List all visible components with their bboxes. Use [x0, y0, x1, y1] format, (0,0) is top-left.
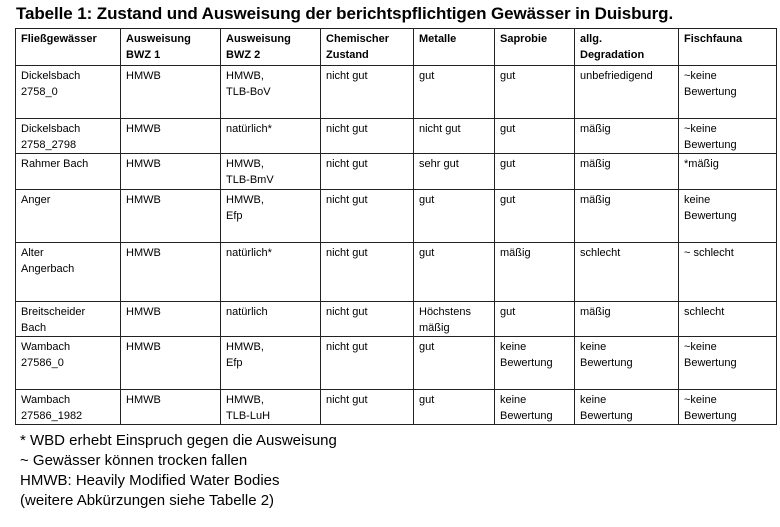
footnote-line: HMWB: Heavily Modified Water Bodies — [20, 472, 280, 489]
cell-text-line: Dickelsbach — [21, 70, 81, 82]
cell-text-line: keine — [500, 341, 527, 353]
cell-text-line: gut — [500, 194, 516, 206]
header-metalle — [414, 29, 495, 66]
cell-text-line: mäßig — [419, 322, 450, 334]
table-cell — [414, 302, 495, 337]
cell-text-line: HMWB, — [226, 158, 264, 170]
water-status-table — [15, 28, 777, 425]
cell-text-line: nicht gut — [326, 341, 368, 353]
table-cell — [679, 302, 777, 337]
table-cell — [679, 190, 777, 243]
table-cell — [575, 243, 679, 302]
cell-text-line: unbefriedigend — [580, 70, 653, 82]
table-cell — [16, 66, 121, 119]
cell-text-line: Bewertung — [580, 410, 633, 422]
cell-text-line: Alter — [21, 247, 44, 259]
cell-text-line: gut — [419, 394, 435, 406]
table-cell — [321, 154, 414, 190]
table-row — [16, 66, 777, 119]
cell-text-line: nicht gut — [326, 70, 368, 82]
cell-text-line: nicht gut — [326, 247, 368, 259]
header-fischfauna — [679, 29, 777, 66]
table-cell — [575, 390, 679, 425]
table-cell — [679, 154, 777, 190]
table-cell — [575, 302, 679, 337]
table-cell — [495, 302, 575, 337]
header-degradation — [575, 29, 679, 66]
table-cell — [414, 154, 495, 190]
table-cell — [121, 190, 221, 243]
table-cell — [414, 119, 495, 154]
table-row — [16, 190, 777, 243]
cell-text-line: ~keine — [684, 394, 717, 406]
table-row — [16, 302, 777, 337]
table-cell — [16, 390, 121, 425]
cell-text-line: Bewertung — [500, 357, 553, 369]
header-saprobie — [495, 29, 575, 66]
cell-text-line: mäßig — [580, 194, 611, 206]
table-row — [16, 243, 777, 302]
cell-text-line: nicht gut — [326, 194, 368, 206]
header-text-line: Fischfauna — [684, 33, 743, 45]
cell-text-line: Bewertung — [684, 86, 737, 98]
table-cell — [16, 302, 121, 337]
cell-text-line: HMWB — [126, 306, 161, 318]
table-cell — [221, 243, 321, 302]
table-cell — [414, 190, 495, 243]
table-title: Tabelle 1: Zustand und Ausweisung der berichtspflichtigen Gewässer in Duisburg. — [16, 4, 674, 23]
cell-text-line: sehr gut — [419, 158, 459, 170]
cell-text-line: Bewertung — [500, 410, 553, 422]
table-body — [16, 66, 777, 425]
cell-text-line: HMWB — [126, 123, 161, 135]
cell-text-line: Dickelsbach — [21, 123, 81, 135]
cell-text-line: ~keine — [684, 123, 717, 135]
table-cell — [414, 66, 495, 119]
cell-text-line: schlecht — [580, 247, 621, 259]
header-text-line: Chemischer — [326, 33, 389, 45]
cell-text-line: HMWB, — [226, 70, 264, 82]
cell-text-line: gut — [419, 341, 435, 353]
cell-text-line: Höchstens — [419, 306, 471, 318]
footnote-line: * WBD erhebt Einspruch gegen die Ausweisung — [20, 432, 337, 449]
table-cell — [221, 119, 321, 154]
table-cell — [679, 337, 777, 390]
cell-text-line: ~keine — [684, 70, 717, 82]
table-cell — [679, 243, 777, 302]
table-cell — [16, 190, 121, 243]
table-cell — [321, 243, 414, 302]
cell-text-line: HMWB — [126, 194, 161, 206]
header-fliessgewaesser — [16, 29, 121, 66]
cell-text-line: ~keine — [684, 341, 717, 353]
table-cell — [321, 337, 414, 390]
table-cell — [414, 390, 495, 425]
table-cell — [679, 66, 777, 119]
cell-text-line: Efp — [226, 357, 243, 369]
table-cell — [495, 119, 575, 154]
table-cell — [16, 119, 121, 154]
header-text-line: allg. — [580, 33, 603, 45]
table-cell — [495, 190, 575, 243]
cell-text-line: Bewertung — [684, 210, 737, 222]
table-cell — [16, 154, 121, 190]
header-chemischer-zustand — [321, 29, 414, 66]
cell-text-line: gut — [419, 70, 435, 82]
cell-text-line: Wambach — [21, 341, 71, 353]
cell-text-line: Bewertung — [684, 410, 737, 422]
table-cell — [121, 337, 221, 390]
footnote-line: (weitere Abkürzungen siehe Tabelle 2) — [20, 492, 275, 509]
header-text-line: Fließgewässer — [21, 33, 97, 45]
cell-text-line: HMWB — [126, 247, 161, 259]
table-cell — [575, 337, 679, 390]
header-text-line: BWZ 2 — [226, 49, 261, 61]
cell-text-line: HMWB, — [226, 194, 264, 206]
cell-text-line: Angerbach — [21, 263, 75, 275]
table-cell — [321, 390, 414, 425]
cell-text-line: HMWB — [126, 341, 161, 353]
table-cell — [321, 302, 414, 337]
cell-text-line: mäßig — [580, 123, 611, 135]
cell-text-line: natürlich* — [226, 123, 272, 135]
table-cell — [221, 66, 321, 119]
cell-text-line: gut — [500, 123, 516, 135]
cell-text-line: keine — [684, 194, 711, 206]
cell-text-line: Wambach — [21, 394, 71, 406]
cell-text-line: TLB-LuH — [226, 410, 271, 422]
cell-text-line: keine — [500, 394, 527, 406]
table-cell — [321, 119, 414, 154]
cell-text-line: gut — [419, 194, 435, 206]
table-cell — [221, 302, 321, 337]
table-row — [16, 154, 777, 190]
table-cell — [495, 390, 575, 425]
cell-text-line: Breitscheider — [21, 306, 86, 318]
table-cell — [121, 302, 221, 337]
table-cell — [321, 190, 414, 243]
table-cell — [575, 190, 679, 243]
table-cell — [495, 154, 575, 190]
cell-text-line: nicht gut — [419, 123, 461, 135]
table-cell — [575, 154, 679, 190]
footnote-line: ~ Gewässer können trocken fallen — [20, 452, 248, 469]
table-cell — [16, 243, 121, 302]
cell-text-line: HMWB, — [226, 341, 264, 353]
table-cell — [221, 154, 321, 190]
table-cell — [221, 390, 321, 425]
cell-text-line: Rahmer Bach — [21, 158, 89, 170]
cell-text-line: natürlich* — [226, 247, 272, 259]
cell-text-line: mäßig — [500, 247, 531, 259]
cell-text-line: mäßig — [580, 158, 611, 170]
table-cell — [414, 243, 495, 302]
header-text-line: Metalle — [419, 33, 457, 45]
cell-text-line: Bewertung — [684, 139, 737, 151]
table-header-row — [16, 29, 777, 66]
cell-text-line: gut — [419, 247, 435, 259]
table-cell — [679, 119, 777, 154]
cell-text-line: nicht gut — [326, 123, 368, 135]
table-cell — [121, 390, 221, 425]
table-cell — [121, 243, 221, 302]
cell-text-line: nicht gut — [326, 306, 368, 318]
table-cell — [414, 337, 495, 390]
cell-text-line: HMWB, — [226, 394, 264, 406]
table-row — [16, 119, 777, 154]
cell-text-line: gut — [500, 70, 516, 82]
table-cell — [121, 154, 221, 190]
table-cell — [221, 337, 321, 390]
table-cell — [495, 337, 575, 390]
cell-text-line: 27586_0 — [21, 357, 64, 369]
cell-text-line: HMWB — [126, 158, 161, 170]
cell-text-line: 27586_1982 — [21, 410, 83, 422]
table-row — [16, 337, 777, 390]
cell-text-line: ~ schlecht — [684, 247, 734, 259]
cell-text-line: Bewertung — [580, 357, 633, 369]
cell-text-line: keine — [580, 341, 607, 353]
footnotes — [20, 431, 337, 511]
cell-text-line: nicht gut — [326, 158, 368, 170]
cell-text-line: 2758_2798 — [21, 139, 77, 151]
cell-text-line: schlecht — [684, 306, 725, 318]
cell-text-line: TLB-BoV — [226, 86, 271, 98]
cell-text-line: natürlich — [226, 306, 268, 318]
cell-text-line: Anger — [21, 194, 51, 206]
cell-text-line: HMWB — [126, 70, 161, 82]
cell-text-line: keine — [580, 394, 607, 406]
table-cell — [121, 119, 221, 154]
header-text-line: Zustand — [326, 49, 369, 61]
table-cell — [495, 243, 575, 302]
header-text-line: Ausweisung — [226, 33, 291, 45]
cell-text-line: gut — [500, 158, 516, 170]
cell-text-line: Bach — [21, 322, 47, 334]
cell-text-line: gut — [500, 306, 516, 318]
header-text-line: Saprobie — [500, 33, 548, 45]
cell-text-line: mäßig — [580, 306, 611, 318]
table-cell — [495, 66, 575, 119]
table-cell — [321, 66, 414, 119]
table-cell — [575, 66, 679, 119]
cell-text-line: Bewertung — [684, 357, 737, 369]
cell-text-line: Efp — [226, 210, 243, 222]
header-text-line: BWZ 1 — [126, 49, 161, 61]
cell-text-line: nicht gut — [326, 394, 368, 406]
header-ausweisung-bwz1 — [121, 29, 221, 66]
header-text-line: Ausweisung — [126, 33, 191, 45]
header-text-line: Degradation — [580, 49, 645, 61]
table-cell — [679, 390, 777, 425]
table-cell — [575, 119, 679, 154]
table-cell — [16, 337, 121, 390]
cell-text-line: TLB-BmV — [226, 174, 274, 186]
header-ausweisung-bwz2 — [221, 29, 321, 66]
cell-text-line: 2758_0 — [21, 86, 58, 98]
table-cell — [221, 190, 321, 243]
cell-text-line: HMWB — [126, 394, 161, 406]
table-cell — [121, 66, 221, 119]
cell-text-line: *mäßig — [684, 158, 719, 170]
table-row — [16, 390, 777, 425]
